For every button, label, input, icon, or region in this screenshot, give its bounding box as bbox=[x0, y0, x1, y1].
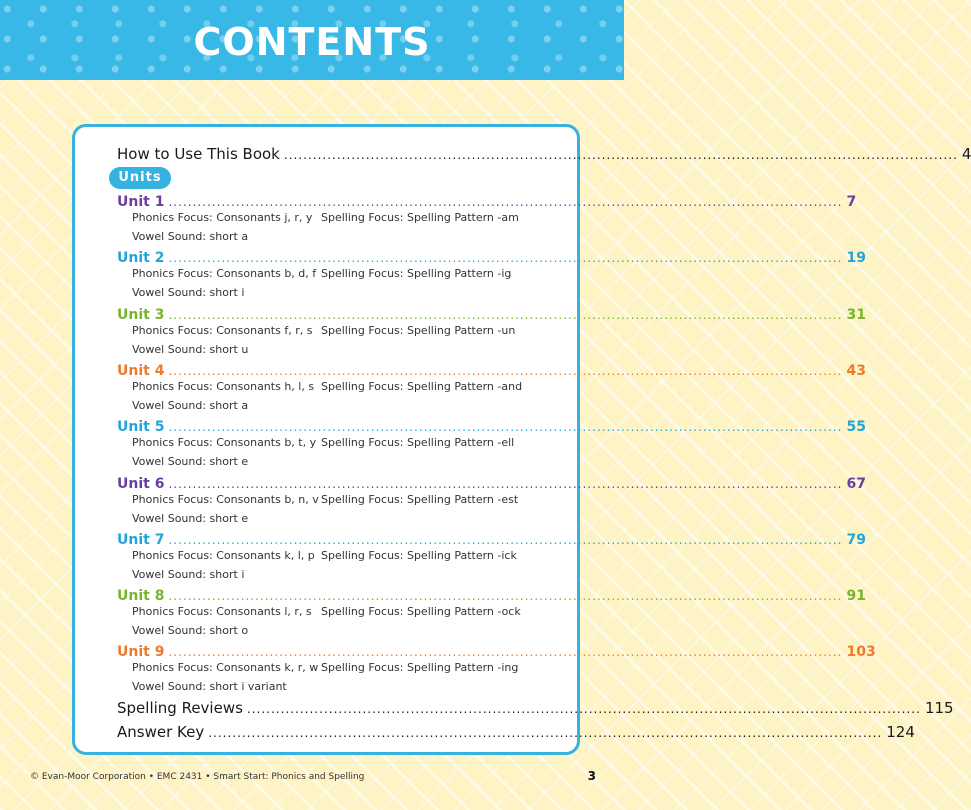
vowel-sound: Vowel Sound: short e bbox=[132, 511, 249, 525]
unit-label: Unit 1 bbox=[117, 194, 165, 210]
toc-entry-unit-3[interactable] bbox=[117, 306, 866, 323]
phonics-focus: Phonics Focus: Consonants k, l, p bbox=[132, 548, 315, 562]
dot-leader: ............................................................................................................................................ bbox=[168, 363, 843, 378]
phonics-focus: Phonics Focus: Consonants f, r, s bbox=[132, 323, 313, 337]
phonics-focus: Phonics Focus: Consonants h, l, s bbox=[132, 379, 315, 393]
page-title: CONTENTS bbox=[193, 20, 431, 64]
dot-leader: ............................................................................................................................................ bbox=[168, 645, 843, 660]
unit-label: Unit 4 bbox=[117, 362, 165, 379]
unit-page: 19 bbox=[846, 250, 866, 267]
toc-entry-unit-5[interactable] bbox=[117, 419, 866, 436]
unit-label: Unit 6 bbox=[117, 475, 165, 492]
vowel-sound: Vowel Sound: short a bbox=[132, 230, 249, 243]
unit-page: 43 bbox=[846, 362, 866, 379]
vowel-sound: Vowel Sound: short a bbox=[132, 398, 249, 412]
phonics-focus: Phonics Focus: Consonants l, r, s bbox=[132, 605, 312, 619]
toc-entry-page: 124 bbox=[886, 723, 915, 741]
toc-entry-answer-key[interactable] bbox=[117, 723, 915, 741]
spelling-focus: Spelling Focus: Spelling Pattern -ig bbox=[321, 267, 512, 281]
unit-page: 67 bbox=[846, 475, 866, 492]
dot-leader: ............................................................................................................................................ bbox=[168, 589, 843, 604]
dot-leader: ............................................................................................................................................ bbox=[208, 726, 883, 740]
toc-entry-unit-7[interactable] bbox=[117, 531, 866, 548]
page-header bbox=[0, 0, 624, 80]
toc-entry-unit-2[interactable] bbox=[117, 250, 866, 267]
toc-entry-unit-8[interactable] bbox=[117, 588, 866, 605]
spelling-focus: Spelling Focus: Spelling Pattern -am bbox=[321, 211, 519, 224]
spelling-focus: Spelling Focus: Spelling Pattern -un bbox=[321, 323, 516, 337]
unit-page: 31 bbox=[846, 306, 866, 323]
unit-label: Unit 9 bbox=[117, 644, 165, 661]
vowel-sound: Vowel Sound: short e bbox=[132, 455, 249, 469]
unit-page: 79 bbox=[846, 531, 866, 548]
spelling-focus: Spelling Focus: Spelling Pattern -ell bbox=[321, 436, 515, 450]
toc-entry-page: 4 bbox=[961, 145, 971, 163]
spelling-focus: Spelling Focus: Spelling Pattern -ick bbox=[321, 548, 517, 562]
vowel-sound: Vowel Sound: short i bbox=[132, 567, 245, 581]
toc-entry-label: Answer Key bbox=[117, 723, 205, 741]
toc-entry-unit-6[interactable] bbox=[117, 475, 866, 492]
toc-entry-spelling-reviews[interactable] bbox=[117, 699, 954, 717]
spelling-focus: Spelling Focus: Spelling Pattern -ing bbox=[321, 661, 519, 675]
spelling-focus: Spelling Focus: Spelling Pattern -and bbox=[321, 379, 523, 393]
phonics-focus: Phonics Focus: Consonants j, r, y bbox=[132, 211, 313, 224]
unit-label: Unit 2 bbox=[117, 250, 165, 267]
dot-leader: ............................................................................................................................................ bbox=[283, 148, 958, 162]
dot-leader: ............................................................................................................................................ bbox=[168, 476, 843, 491]
toc-entry-unit-1[interactable] bbox=[117, 194, 857, 210]
dot-leader: ............................................................................................................................................ bbox=[168, 307, 843, 322]
vowel-sound: Vowel Sound: short i bbox=[132, 286, 245, 300]
toc-entry-page: 115 bbox=[924, 699, 954, 717]
footer-credit: © Evan-Moor Corporation • EMC 2431 • Smart Start: Phonics and Spelling bbox=[30, 772, 365, 782]
unit-page: 91 bbox=[846, 588, 866, 605]
dot-leader: ............................................................................................................................................ bbox=[168, 251, 843, 266]
page-number: 3 bbox=[587, 769, 596, 783]
unit-page: 7 bbox=[846, 194, 857, 210]
phonics-focus: Phonics Focus: Consonants b, d, f bbox=[132, 267, 317, 281]
dot-leader: ............................................................................................................................................ bbox=[168, 532, 843, 547]
toc-entry-unit-4[interactable] bbox=[117, 362, 866, 379]
toc-entry-how-to-use[interactable] bbox=[117, 145, 971, 163]
unit-page: 103 bbox=[846, 644, 876, 661]
dot-leader: ............................................................................................................................................ bbox=[246, 702, 921, 716]
unit-label: Unit 5 bbox=[117, 419, 165, 436]
vowel-sound: Vowel Sound: short i variant bbox=[132, 680, 287, 694]
phonics-focus: Phonics Focus: Consonants k, r, w bbox=[132, 661, 319, 675]
toc-entry-label: Spelling Reviews bbox=[117, 699, 243, 717]
phonics-focus: Phonics Focus: Consonants b, t, y bbox=[132, 436, 317, 450]
phonics-focus: Phonics Focus: Consonants b, n, v bbox=[132, 492, 319, 506]
toc-entry-unit-9[interactable] bbox=[117, 644, 876, 661]
spelling-focus: Spelling Focus: Spelling Pattern -est bbox=[321, 492, 519, 506]
vowel-sound: Vowel Sound: short o bbox=[132, 624, 249, 638]
unit-label: Unit 3 bbox=[117, 306, 165, 323]
units-section-badge: Units bbox=[109, 167, 171, 189]
vowel-sound: Vowel Sound: short u bbox=[132, 342, 249, 356]
toc-entry-label: How to Use This Book bbox=[117, 145, 280, 163]
dot-leader: ............................................................................................................................................ bbox=[168, 195, 843, 209]
dot-leader: ............................................................................................................................................ bbox=[168, 420, 843, 435]
unit-label: Unit 7 bbox=[117, 531, 165, 548]
unit-page: 55 bbox=[846, 419, 866, 436]
unit-label: Unit 8 bbox=[117, 588, 165, 605]
contents-card bbox=[72, 124, 971, 755]
spelling-focus: Spelling Focus: Spelling Pattern -ock bbox=[321, 605, 521, 619]
